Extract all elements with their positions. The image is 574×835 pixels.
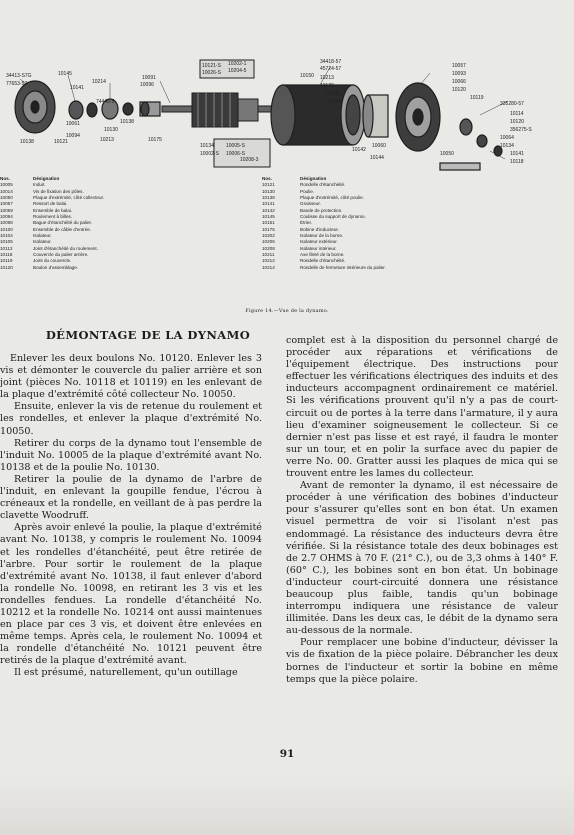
paragraph: Après avoir enlevé la poulie, la plaque d'extrémité avant No. 10138, y compris le roulement No. 10094 et les rondelles d'étanchéité, peut être retirée de l'arbre. Pour sortir le roulement de la plaque d'extrémité avant No. 10138, il faut enlever d'abord la rondelle No. 10098, en retirant les 3 vis et les rondelles fendues. La rondelle d'étanchéité No. 10212 et la rondelle No. 10214 ont aussi maintenues en place par ces 3 vis, et doivent être enlevées en même temps. Après cela, le roulement No. 10094 et la rondelle d'étanchéité No. 10121 peuvent être retirés de la plaque d'extrémité avant. — [0, 522, 262, 667]
part-number: 10145 — [262, 214, 275, 220]
part-number: 10057 — [0, 201, 13, 207]
diagram-part-label: 356275-S — [510, 127, 532, 133]
part-description: Plaque d'extrémité, côté poulie. — [300, 195, 364, 201]
diagram-figure — [0, 55, 574, 175]
diagram-part-label: 10150 — [300, 73, 314, 79]
diagram-part-label: 10066 — [452, 79, 466, 85]
part-number: 10151 — [262, 220, 275, 226]
part-description: Axe fileté de la borne. — [300, 252, 345, 258]
legend-header-no: Nos. — [262, 176, 272, 181]
page-bottom-margin — [0, 776, 574, 835]
page-number: 91 — [279, 748, 295, 760]
diagram-part-label: 10120 — [452, 87, 466, 93]
part-description: Isolateur. — [33, 239, 52, 245]
diagram-part-label: 74445-5 — [96, 99, 115, 105]
part-description: Isolateur intérieur. — [300, 245, 337, 251]
diagram-part-label: 10138 — [20, 139, 34, 145]
diagram-part-label: 10134 — [200, 143, 214, 149]
part-number: 10130 — [262, 188, 275, 194]
part-number: 10208 — [262, 245, 275, 251]
text-column-right — [286, 335, 558, 686]
diagram-part-label: 10120 — [510, 119, 524, 125]
text-column-left — [0, 353, 262, 680]
paragraph: Enlever les deux boulons No. 10120. Enlever les 3 vis et démonter le couvercle du palier arrière et son joint (pièces No. 10118 et 10119) en les enlevant de la plaque d'extrémité côté collecteur No. 10050. — [0, 353, 262, 401]
part-description: Coulisse du support de dynamo. — [300, 214, 366, 220]
legend-row — [262, 265, 562, 271]
diagram-part-label: 10060 — [372, 143, 386, 149]
part-description: Rondelle d'étanchéité. — [300, 258, 346, 264]
part-number: 10050 — [0, 195, 13, 201]
legend-row — [0, 265, 250, 271]
diagram-part-label: 10121 — [54, 139, 68, 145]
diagram-part-label: 10114 — [510, 111, 524, 117]
diagram-part-label: 10204-5 — [228, 68, 247, 74]
diagram-part-label: 10208-3 — [240, 157, 259, 163]
part-number: 10098 — [0, 220, 13, 226]
diagram-part-label: 10006-S — [226, 151, 245, 157]
diagram-part-label: 10141 — [510, 151, 524, 157]
diagram-part-label: 10119 — [470, 95, 484, 101]
parts-legend-right — [262, 176, 562, 271]
diagram-part-label: 10175 — [148, 137, 162, 143]
diagram-part-label: 10005-S — [226, 143, 245, 149]
dynamo-exploded-diagram — [0, 55, 574, 175]
diagram-part-label: 10061 — [66, 121, 80, 127]
part-description: Poulie. — [300, 188, 315, 194]
part-number: 10206 — [262, 239, 275, 245]
diagram-part-label: 10002-S — [200, 151, 219, 157]
diagram-part-label: 10120 — [320, 83, 334, 89]
part-number: 10014 — [0, 188, 13, 194]
part-number: 10202 — [262, 233, 275, 239]
diagram-part-label: 335280-57 — [500, 101, 524, 107]
part-number: 10119 — [0, 258, 13, 264]
diagram-part-label: 10144 — [370, 155, 384, 161]
diagram-part-label: 10134 — [500, 143, 514, 149]
diagram-part-label: 10145 — [58, 71, 72, 77]
part-description: Graisseur. — [300, 201, 321, 207]
part-number: 10142 — [262, 207, 275, 213]
legend-header-no: Nos. — [0, 176, 10, 181]
part-description: Étrier. — [300, 220, 312, 226]
part-number: 10212 — [262, 258, 275, 264]
part-description: Vis de fixation des pôles. — [33, 188, 84, 194]
part-description: Isolateur de la borne. — [300, 233, 344, 239]
part-description: Ensemble de balai. — [33, 207, 73, 213]
diagram-part-label: 10214 — [92, 79, 106, 85]
diagram-part-label: 10118 — [510, 159, 524, 165]
paragraph: complet est à la disposition du personnel chargé de procéder aux réparations et vérifications de l'équipement électrique. Des instructions pour effectuer les vérifications électriques des induits et des inducteurs accompagnent ordinairement ce matériel. Si les vérifications prouvent qu'il n'y a pas de court-circuit ou de portes à la terre dans l'armature, il y aura lieu d'examiner soigneusement le collecteur. Si ce dernier n'est pas lisse et est rayé, il faudra le monter sur un tour, et en polir la surface avec du papier de verre No. 00. Gratter aussi les plaques de mica qui se trouvent entre les lames du collecteur. — [286, 335, 558, 480]
diagram-part-label: 10141 — [70, 85, 84, 91]
part-number: 10138 — [262, 195, 275, 201]
diagram-part-label: 10121-S — [202, 63, 221, 69]
diagram-part-label: 45724-57 — [320, 66, 342, 72]
diagram-part-label: 10202-1 — [228, 61, 247, 67]
diagram-part-label: 10130 — [104, 127, 118, 133]
part-number: 10113 — [0, 245, 13, 251]
part-description: Joint d'étanchéité du roulement. — [33, 245, 98, 251]
diagram-part-label: 10057 — [452, 63, 466, 69]
part-description: Plaque d'extrémité, côté collecteur. — [33, 195, 105, 201]
part-number: 10100 — [0, 226, 13, 232]
part-description: Isolateur extérieur. — [300, 239, 338, 245]
part-number: 10059 — [0, 207, 13, 213]
part-number: 10121 — [262, 182, 275, 188]
diagram-part-label: 10138 — [120, 119, 134, 125]
diagram-part-label: 10160 — [328, 99, 342, 105]
part-number: 10175 — [262, 226, 275, 232]
part-description: Ensemble de câble d'entrée. — [33, 226, 92, 232]
diagram-part-label: 10093 — [452, 71, 466, 77]
part-description: Bande de protection. — [300, 207, 343, 213]
diagram-part-label: 10026-S — [202, 70, 221, 76]
figure-caption: Figure 14.—Vue de la dynamo. — [245, 308, 329, 314]
diagram-part-label: 34413-S7G — [6, 73, 32, 79]
paragraph: Avant de remonter la dynamo, il est nécessaire de procéder à une vérification des bobines d'inducteur pour s'assurer qu'elles sont en bon état. Un examen visuel permettra de voir si l'isolant n'est pas endommagé. La résistance des inducteurs devra être vérifiée. Si la résistance totale des deux bobinages est de 2.7 OHMS à 70 F. (21° C.), ou de 3,3 ohms à 140° F. (60° C.), les bobines sont en bon état. Un bobinage d'inducteur court-circuité donnera une résistance beaucoup plus faible, tandis qu'un bobinage interrompu indiquera une résistance de valeur illimitée. Dans les deux cas, le débit de la dynamo sera au-dessous de la normale. — [286, 480, 558, 637]
diagram-part-label: 10050 — [440, 151, 454, 157]
paragraph: Retirer la poulie de la dynamo de l'arbre de l'induit, en enlevant la goupille fendue, l'écrou à créneaux et la rondelle, en veillant de à pas perdre la clavette Woodruff. — [0, 473, 262, 522]
part-number: 10118 — [0, 252, 13, 258]
diagram-part-label: 77653-57 — [6, 81, 28, 87]
diagram-part-label: 10142 — [352, 147, 366, 153]
part-description: Ressort de balai. — [33, 201, 68, 207]
part-description: Bague d'étanchéité du palier. — [33, 220, 93, 226]
diagram-part-label: 10094 — [66, 133, 80, 139]
part-description: Joint du couvercle. — [33, 258, 72, 264]
part-description: Isolateur. — [33, 233, 52, 239]
part-description: Bobine d'inducteur. — [300, 226, 339, 232]
paragraph: Retirer du corps de la dynamo tout l'ensemble de l'induit No. 10005 de la plaque d'extrémité avant No. 10138 et de la poulie No. 10130. — [0, 437, 262, 473]
diagram-part-label: 10213 — [320, 75, 334, 81]
part-number: 10120 — [0, 264, 13, 270]
diagram-part-label: 10091 — [142, 75, 156, 81]
diagram-part-label: 10156 — [325, 91, 339, 97]
diagram-part-label: 10064 — [500, 135, 514, 141]
part-description: Roulement à billes. — [33, 214, 73, 220]
part-description: Rondelle de fermeture intérieure du palier. — [300, 264, 386, 270]
part-number: 10094 — [0, 214, 13, 220]
diagram-part-label: 34418-57 — [320, 59, 342, 65]
part-number: 10214 — [262, 264, 275, 270]
part-number: 10211 — [262, 252, 275, 258]
diagram-part-label: 10096 — [140, 82, 154, 88]
part-description: Boulon d'assemblage. — [33, 264, 79, 270]
parts-legend-left — [0, 176, 250, 271]
part-description: Rondelle d'étanchéité. — [300, 182, 346, 188]
paragraph: Il est présumé, naturellement, qu'un outillage — [14, 667, 238, 679]
paragraph: Ensuite, enlever la vis de retenue du roulement et les rondelles, et enlever la plaque d'extrémité No. 10050. — [0, 401, 262, 437]
part-number: 10141 — [262, 201, 275, 207]
part-description: Couvercle du palier arrière. — [33, 252, 89, 258]
part-number: 10104 — [0, 233, 13, 239]
paragraph: Pour remplacer une bobine d'inducteur, dévisser la vis de fixation de la pièce polaire. Débrancher les deux bornes de l'inducteur et sortir la bobine en même temps que la pièce polaire. — [286, 637, 558, 685]
legend-header-desc: Désignation — [33, 176, 60, 181]
part-number: 10105 — [0, 239, 13, 245]
legend-header-desc: Désignation — [300, 176, 327, 181]
section-title: DÉMONTAGE DE LA DYNAMO — [45, 328, 251, 342]
part-number: 10005 — [0, 182, 13, 188]
part-description: Induit. — [33, 182, 46, 188]
diagram-part-label: 10213 — [100, 137, 114, 143]
